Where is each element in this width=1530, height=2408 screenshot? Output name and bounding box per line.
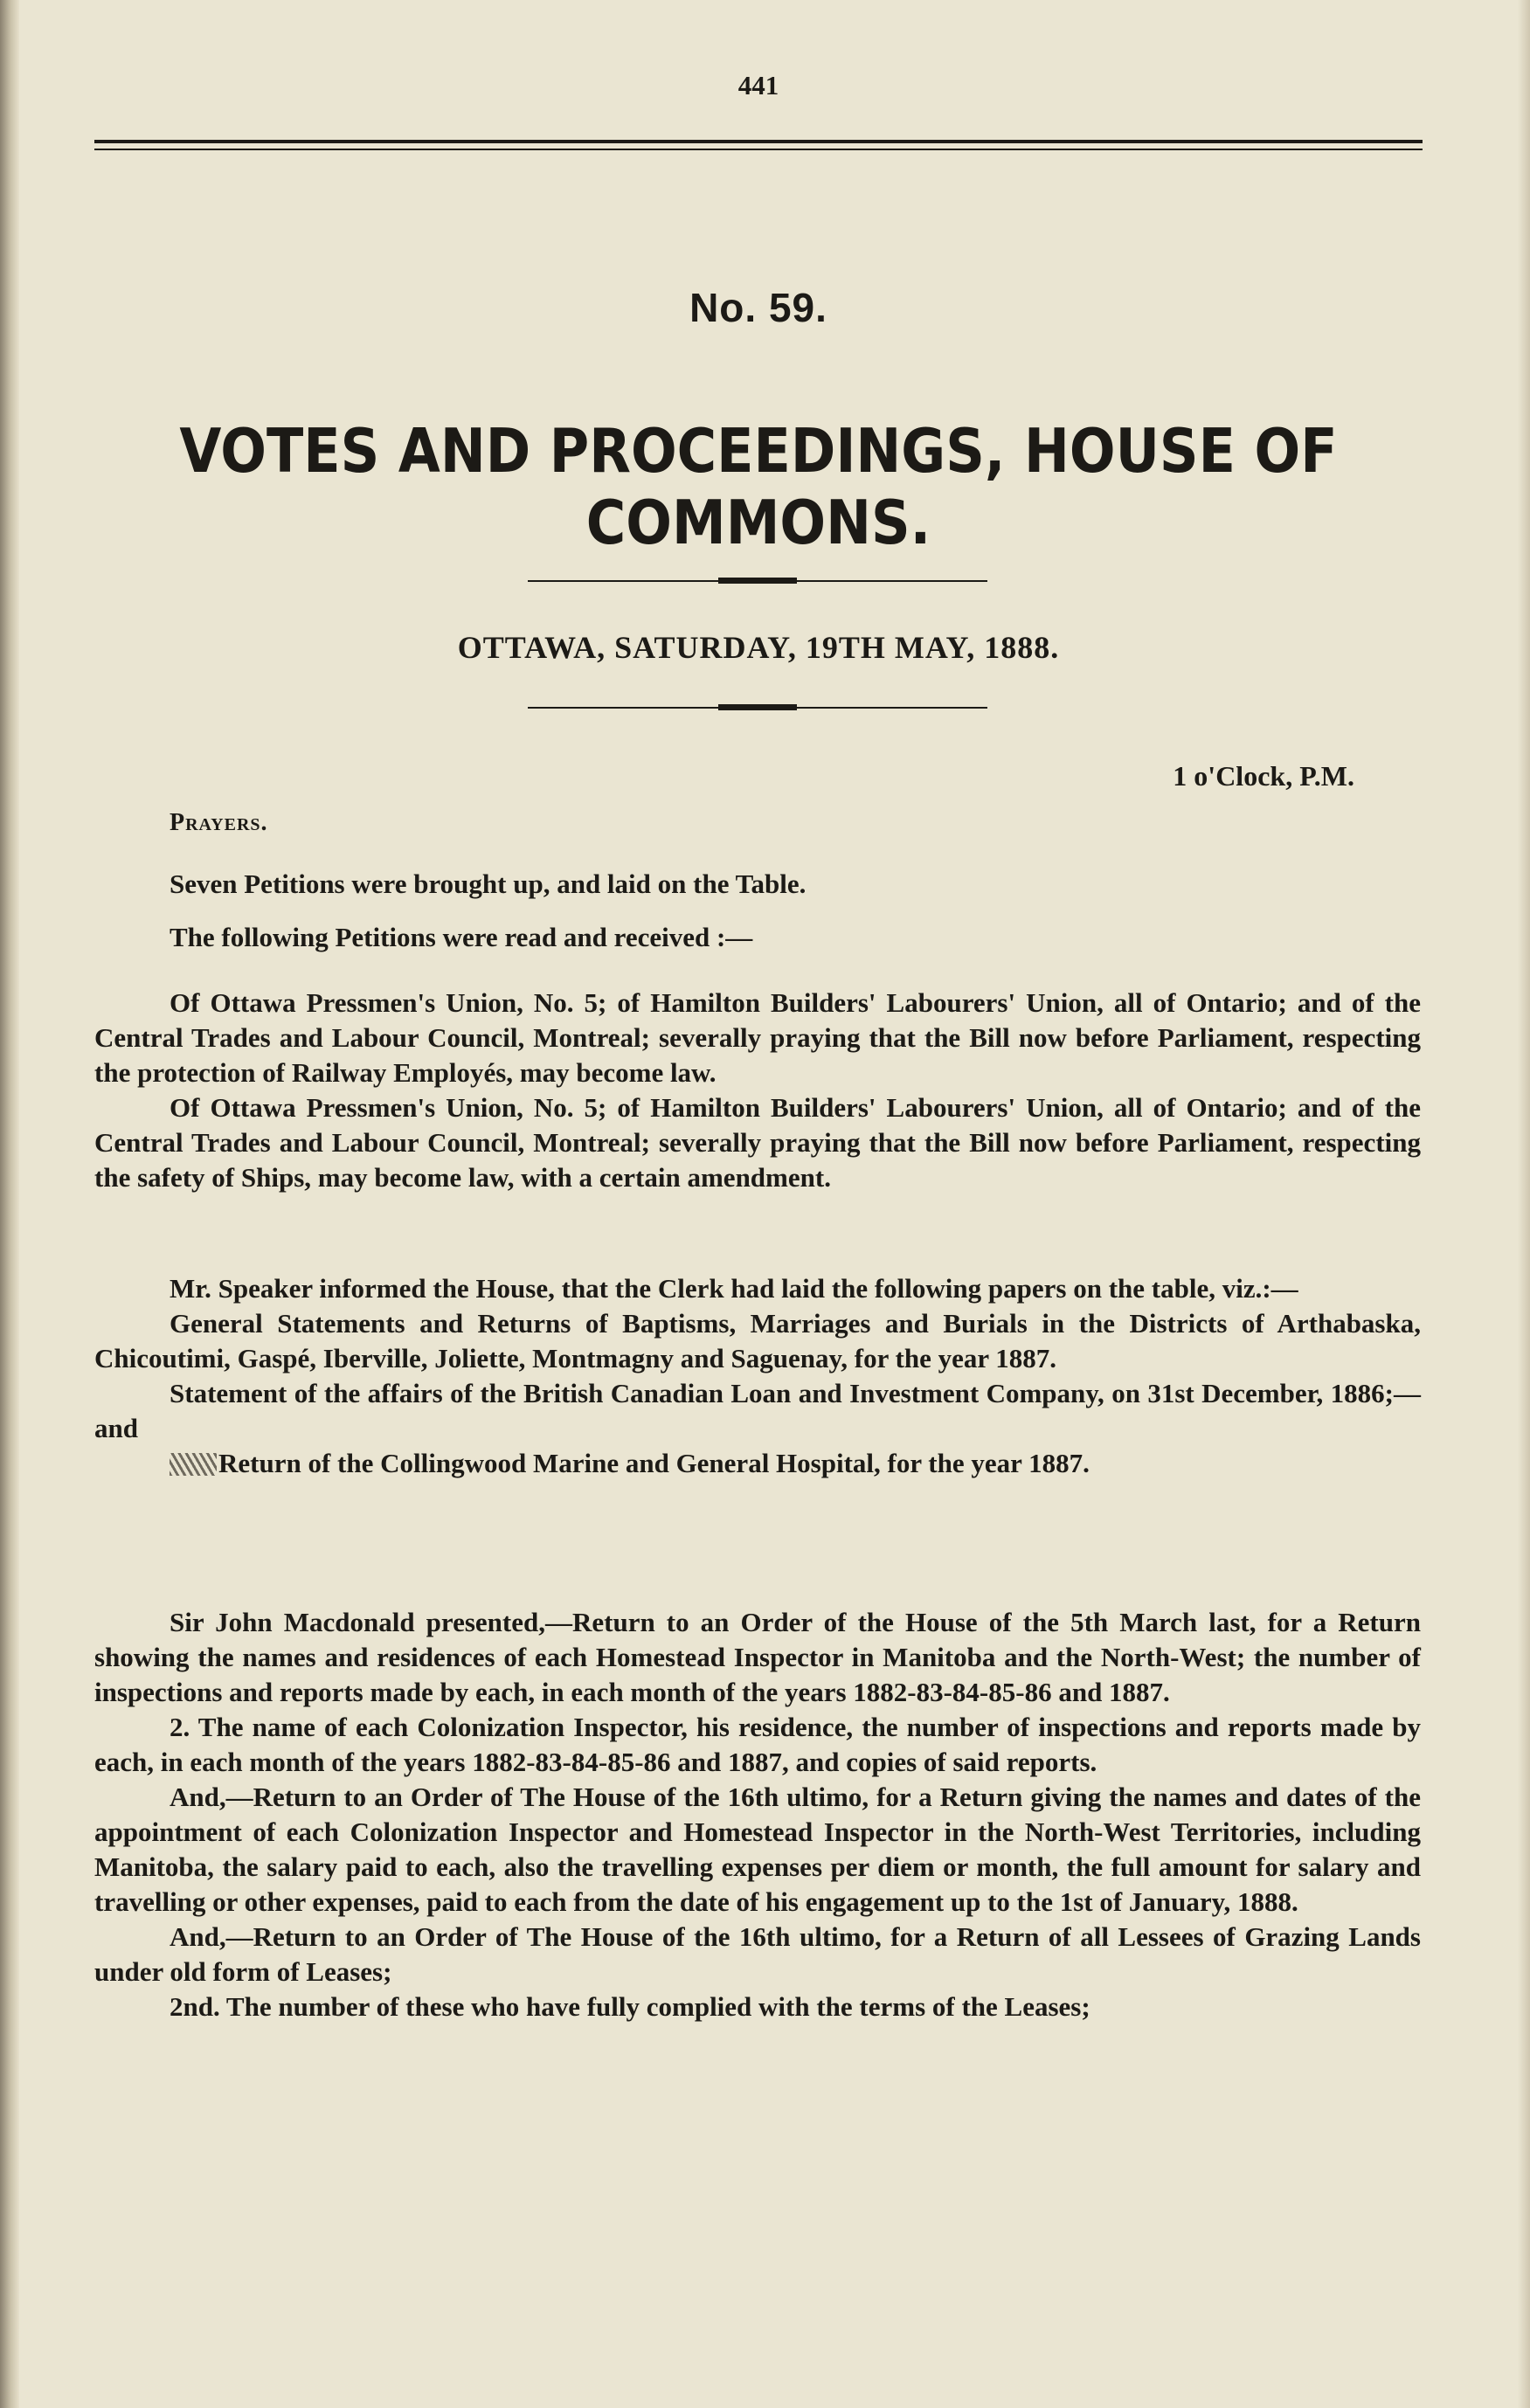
sitting-time: 1 o'Clock, P.M. [1173, 760, 1354, 792]
papers-section [94, 1271, 1421, 1481]
petition-paragraph: Of Ottawa Pressmen's Union, No. 5; of Hamilton Builders' Labourers' Union, all of Ontario; and of the Central Trades and Labour Council, Montreal; severally praying that the Bill now before Parliament, respecting the protection of Railway Employés, may become law. [94, 987, 1421, 1088]
document-title: VOTES AND PROCEEDINGS, HOUSE OF COMMONS. [179, 415, 1338, 558]
paragraph: Seven Petitions were brought up, and laid on the Table. [170, 868, 807, 899]
petitions-read-intro [94, 920, 1421, 955]
document-page [94, 0, 1423, 2408]
page-number: 441 [737, 70, 779, 100]
speaker-intro: Mr. Speaker informed the House, that the Clerk had laid the following papers on the table, viz.:— [170, 1273, 1298, 1304]
book-spine-shadow [0, 0, 19, 2408]
paper-item: Return of the Collingwood Marine and General Hospital, for the year 1887. [218, 1448, 1090, 1478]
return-paragraph: Sir John Macdonald presented,—Return to an Order of the House of the 5th March last, for a Return showing the names and residences of each Homestead Inspector in Manitoba and the North-West; the number of inspections and reports made by each, in each month of the years 1882-83-84-85-86 and 1887. [94, 1607, 1421, 1707]
return-paragraph: And,—Return to an Order of The House of the 16th ultimo, for a Return giving the names and dates of the appointment of each Colonization Inspector and Homestead Inspector in the North-West Territories, including Manitoba, the salary paid to each, also the travelling expenses per diem or month, the full amount for salary and travelling or other expenses, paid to each from the date of his engagement up to the 1st of January, 1888. [94, 1782, 1421, 1917]
paper-item-wrap [94, 1446, 1421, 1481]
paper-item: General Statements and Returns of Baptisms, Marriages and Burials in the Districts of Arthabaska, Chicoutimi, Gaspé, Iberville, Joliette, Montmagny and Saguenay, for the year 1887. [94, 1308, 1421, 1374]
petition-paragraph: Of Ottawa Pressmen's Union, No. 5; of Hamilton Builders' Labourers' Union, all of Ontario; and of the Central Trades and Labour Council, Montreal; severally praying that the Bill now before Parliament, respecting the safety of Ships, may become law, with a certain amendment. [94, 1092, 1421, 1193]
return-paragraph: 2nd. The number of these who have fully complied with the terms of the Leases; [170, 1991, 1090, 2022]
ornamental-rule-top [528, 577, 987, 585]
header-rule [94, 140, 1423, 150]
return-paragraph: And,—Return to an Order of The House of the 16th ultimo, for a Return of all Lessees of Grazing Lands under old form of Leases; [94, 1921, 1421, 1987]
issue-number: No. 59. [689, 285, 827, 330]
page-edge-shadow [1518, 0, 1530, 2408]
return-paragraph: 2. The name of each Colonization Inspector, his residence, the number of inspections and reports made by each, in each month of the years 1882-83-84-85-86 and 1887, and copies of said reports. [94, 1712, 1421, 1777]
paragraph: The following Petitions were read and received :— [170, 922, 753, 952]
prayers-heading: Prayers. [170, 809, 268, 836]
ornamental-rule-bottom [528, 703, 987, 712]
petitions-section [94, 986, 1421, 1195]
petitions-brought-up [94, 867, 1421, 902]
ink-blot-mark [170, 1453, 217, 1476]
paper-item: Statement of the affairs of the British Canadian Loan and Investment Company, on 31st December, 1886;—and [94, 1378, 1421, 1443]
returns-section [94, 1605, 1421, 2024]
dateline: OTTAWA, SATURDAY, 19TH MAY, 1888. [457, 630, 1060, 665]
